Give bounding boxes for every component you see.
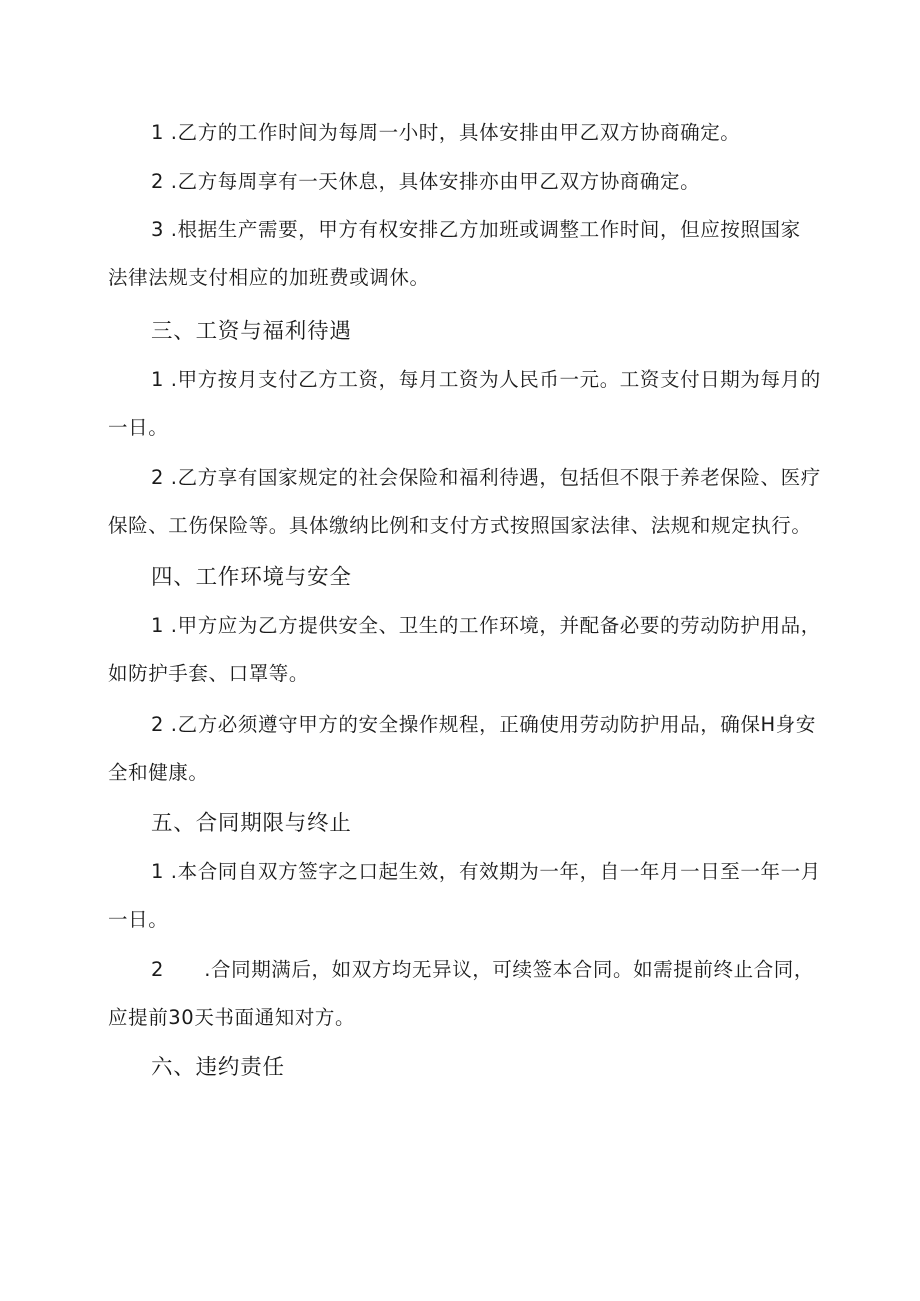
section-heading-wages: 三、工资与福利待遇: [151, 319, 352, 344]
paragraph-line: 如防护手套、口罩等。: [108, 662, 310, 685]
wages-clause-2: [108, 454, 820, 550]
paragraph-line: 2 .乙方享有国家规定的社会保险和福利待遇，包括但不限于养老保险、医疗: [151, 466, 821, 489]
paragraph-line: 保险、工伤保险等。具体缴纳比例和支付方式按照国家法律、法规和规定执行。: [108, 514, 812, 537]
safety-clause-1: [108, 602, 820, 698]
paragraph-line: 1 .甲方应为乙方提供安全、卫生的工作环境，并配备必要的劳动防护用品，: [151, 614, 821, 637]
paragraph-line: 1 .乙方的工作时间为每周一小时，具体安排由甲乙双方协商确定。: [151, 121, 741, 144]
paragraph-line: 应提前30天书面通知对方。: [108, 1006, 356, 1029]
paragraph-line: 3 .根据生产需要，甲方有权安排乙方加班或调整工作时间，但应按照国家: [151, 218, 801, 241]
work-hours-clause-1: [108, 109, 820, 157]
safety-clause-2: [108, 701, 820, 797]
paragraph-line: 2 .合同期满后，如双方均无异议，可续签本合同。如需提前终止合同，: [151, 958, 815, 981]
work-hours-clause-3: [108, 206, 820, 302]
paragraph-line: 2 .乙方每周享有一天休息，具体安排亦由甲乙双方协商确定。: [151, 170, 701, 193]
term-clause-2: [108, 946, 820, 1042]
paragraph-line: 2 .乙方必须遵守甲方的安全操作规程，正确使用劳动防护用品，确保H身安: [151, 713, 816, 736]
section-heading-safety: 四、工作环境与安全: [151, 565, 352, 590]
paragraph-line: 一日。: [108, 908, 169, 931]
section-heading-term: 五、合同期限与终止: [151, 811, 352, 836]
work-hours-clause-2: [108, 158, 820, 206]
term-clause-1: [108, 848, 820, 944]
paragraph-line: 法律法规支付相应的加班费或调休。: [108, 266, 430, 289]
section-heading-liability: 六、违约责任: [151, 1055, 285, 1080]
paragraph-line: 一日。: [108, 416, 169, 439]
paragraph-line: 1 .本合同自双方签字之口起生效，有效期为一年，自一年月一日至一年一月: [151, 860, 821, 883]
paragraph-line: 全和健康。: [108, 761, 209, 784]
wages-clause-1: [108, 356, 820, 452]
paragraph-line: 1 .甲方按月支付乙方工资，每月工资为人民币一元。工资支付日期为每月的: [151, 368, 821, 391]
